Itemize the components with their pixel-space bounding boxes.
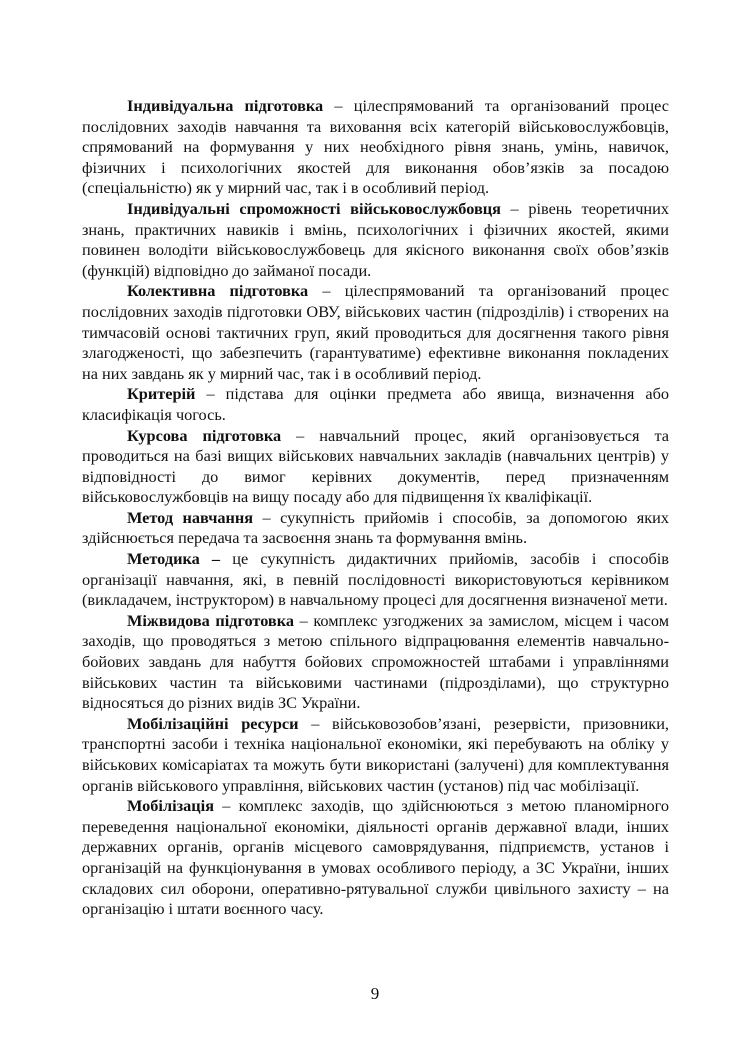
glossary-term: Колективна підготовка: [127, 281, 309, 301]
glossary-entry-interservice-training: [82, 611, 669, 714]
glossary-term: Курсова підготовка: [127, 425, 282, 445]
glossary-term: Метод навчання: [127, 507, 254, 527]
glossary-definition: – військовозобов’язані, резервісти, призовники, транспортні засоби і техніка національної економіки, які перебувають на обліку у військових комісаріатах та можуть бути використані (залучені) для комплектування органів військового управління, військових частин (установ) під час мобілізації.: [82, 713, 670, 795]
glossary-entry-individual-training: [82, 96, 669, 199]
glossary-entry-collective-training: [82, 281, 669, 384]
glossary-term: Мобілізаційні ресурси: [127, 713, 299, 733]
glossary-entry-individual-capabilities: [82, 199, 669, 281]
glossary-term: Індивідуальні спроможності військовослужбовця: [127, 198, 501, 218]
glossary-definition: – комплекс узгоджених за замислом, місцем і часом заходів, що проводяться з метою спільного відпрацювання елементів навчально-бойових завдань для набуття бойових спроможностей штабами і управліннями військових частин та військовими частинами (підрозділами), що структурно відносяться до різних видів ЗС України.: [82, 610, 670, 713]
glossary-entry-mobilization-resources: [82, 714, 669, 796]
glossary-term: Міжвидова підготовка: [127, 610, 295, 630]
glossary-term: Мобілізація: [127, 796, 215, 816]
glossary-entry-criterion: [82, 384, 669, 425]
glossary-entry-teaching-method: [82, 508, 669, 549]
glossary-entry-course-training: [82, 426, 669, 508]
glossary-definition: – навчальний процес, який організовується та проводиться на базі вищих військових навчальних закладів (навчальних центрів) у відповідності до вимог керівних документів, перед призначенням військовослужбовців на вищу посаду або для підвищення їх кваліфікації.: [82, 425, 669, 507]
glossary-entry-mobilization: [82, 796, 669, 920]
glossary-term: Індивідуальна підготовка: [127, 96, 324, 115]
glossary-term: Критерій: [127, 384, 196, 404]
glossary-definition: – комплекс заходів, що здійснюються з метою планомірного переведення національної економіки, діяльності органів державної влади, інших державних органів, органів місцевого самоврядування, підприємств, установ і організацій на функціонування в умовах особливого періоду, а ЗС України, інших складових сил оборони, оперативно-рятувальної служби цивільного захисту – на організацію і штати воєнного часу.: [82, 796, 669, 919]
glossary-entry-methodology: [82, 549, 669, 611]
glossary-definition: – підстава для оцінки предмета або явища, визначення або класифікація чогось.: [82, 384, 669, 424]
glossary-definition: – цілеспрямований та організований процес послідовних заходів навчання та виховання всіх категорій військовослужбовців, спрямований на формування у них необхідного рівня знань, умінь, навичок, фізичних і психологічних якостей для виконання обов’язків за посадою (спеціальністю) як у мирний час, так і в особливий період.: [82, 96, 669, 198]
glossary-definition: – рівень теоретичних знань, практичних навиків і вмінь, психологічних і фізичних якостей, якими повинен володіти військовослужбовець для якісного виконання своїх обов’язків (функцій) відповідно до займаної посади.: [82, 198, 669, 280]
glossary-page: [82, 96, 669, 920]
glossary-term: Методика –: [127, 549, 221, 569]
glossary-definition: це сукупність дидактичних прийомів, засобів і способів організації навчання, які, в певній послідовності використовуються керівником (викладачем, інструктором) в навчальному процесі для досягнення визначеної мети.: [82, 549, 669, 610]
page-number: 9: [370, 984, 380, 1003]
glossary-definition: – сукупність прийомів і способів, за допомогою яких здійснюється передача та засвоєння знань та формування вмінь.: [82, 507, 669, 548]
glossary-definition: – цілеспрямований та організований процес послідовних заходів підготовки ОВУ, військових частин (підрозділів) і створених на тимчасовій основі тактичних груп, який проводиться для досягнення такого рівня злагодженості, що забезпечить (гарантуватиме) ефективне виконання покладених на них завдань як у мирний час, так і в особливий період.: [82, 281, 669, 383]
